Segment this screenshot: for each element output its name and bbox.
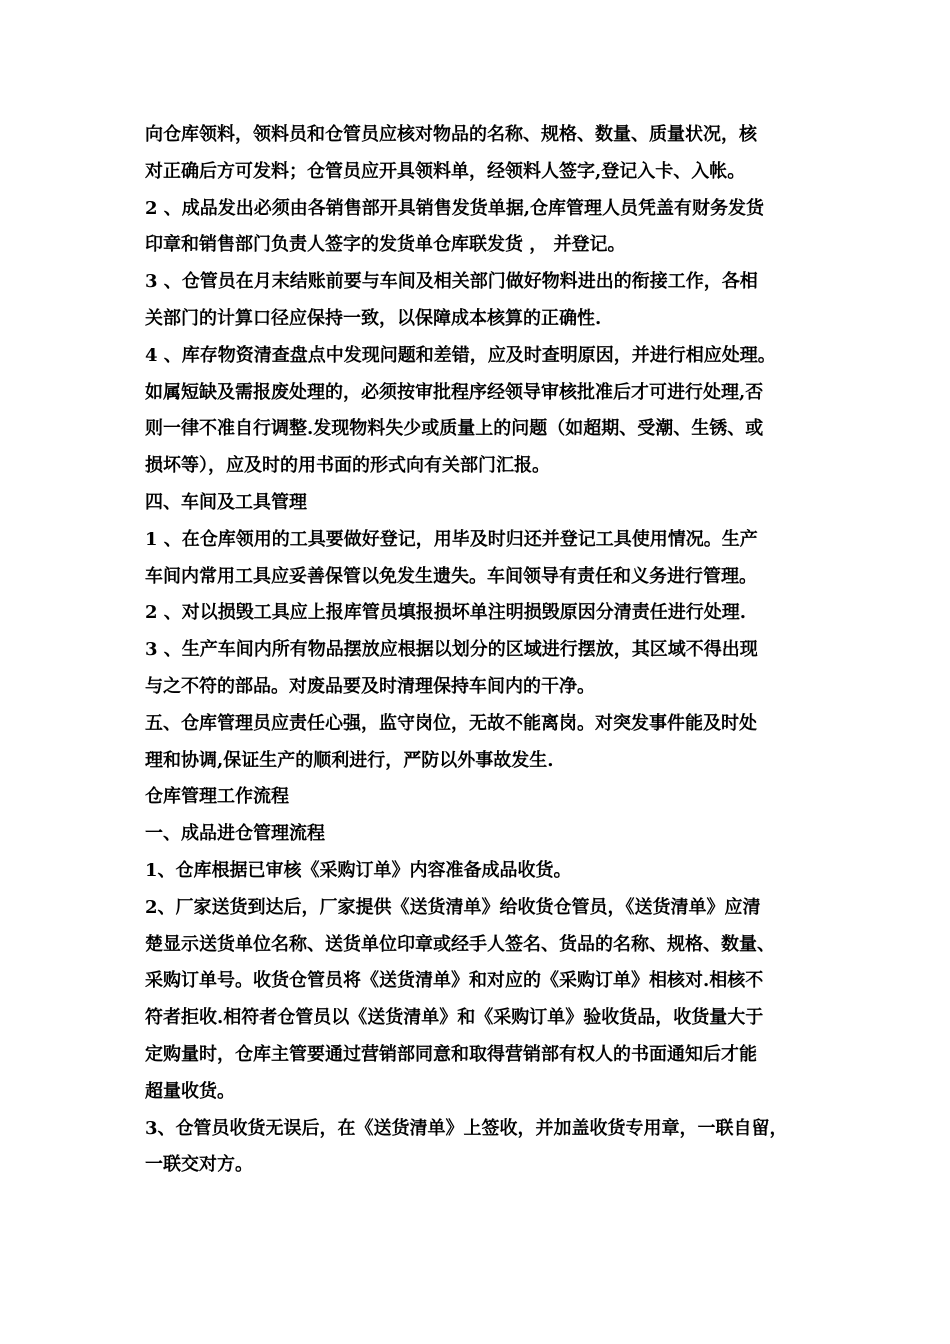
document-title: 仓库管理工作流程 xyxy=(145,786,289,808)
document-body xyxy=(145,117,825,1184)
text-line: 1、仓库根据已审核《采购订单》内容准备成品收货。 xyxy=(145,859,572,881)
text-line: 2 、对以损毁工具应上报库管员填报损坏单注明损毁原因分清责任进行处理. xyxy=(145,602,747,624)
section-heading: 五、仓库管理员应责任心强，监守岗位，无故不能离岗。对突发事件能及时处 xyxy=(145,712,757,734)
text-line: 与之不符的部品。对废品要及时清理保持车间内的干净。 xyxy=(145,675,595,697)
text-line: 向仓库领料，领料员和仓管员应核对物品的名称、规格、数量、质量状况，核 xyxy=(145,124,757,145)
text-line: 一联交对方。 xyxy=(145,1154,253,1176)
text-line: 4 、库存物资清查盘点中发现问题和差错，应及时查明原因，并进行相应处理。 xyxy=(145,344,776,366)
text-line: 车间内常用工具应妥善保管以免发生遗失。车间领导有责任和义务进行管理。 xyxy=(145,565,757,587)
text-line: 则一律不准自行调整.发现物料失少或质量上的问题（如超期、受潮、生锈、或 xyxy=(145,418,764,440)
text-line: 超量收货。 xyxy=(145,1080,235,1102)
text-line: 损坏等），应及时的用书面的形式向有关部门汇报。 xyxy=(145,455,550,477)
text-line: 3 、生产车间内所有物品摆放应根据以划分的区域进行摆放，其区域不得出现 xyxy=(145,639,758,661)
text-line: 2、厂家送货到达后，厂家提供《送货清单》给收货仓管员，《送货清单》应清 xyxy=(145,896,761,918)
text-line: 3 、仓管员在月末结账前要与车间及相关部门做好物料进出的衔接工作，各相 xyxy=(145,271,758,293)
text-line: 采购订单号。收货仓管员将《送货清单》和对应的《采购订单》相核对.相核不 xyxy=(145,970,764,992)
section-heading: 一、成品进仓管理流程 xyxy=(145,823,325,845)
text-line: 关部门的计算口径应保持一致，以保障成本核算的正确性. xyxy=(145,307,602,329)
text-line: 1 、在仓库领用的工具要做好登记，用毕及时归还并登记工具使用情况。生产 xyxy=(145,528,758,550)
text-line: 楚显示送货单位名称、送货单位印章或经手人签名、货品的名称、规格、数量、 xyxy=(145,933,775,955)
text-line: 如属短缺及需报废处理的，必须按审批程序经领导审核批准后才可进行处理,否 xyxy=(145,381,764,403)
text-line: 符者拒收.相符者仓管员以《送货清单》和《采购订单》验收货品，收货量大于 xyxy=(145,1007,764,1029)
section-heading: 四、车间及工具管理 xyxy=(145,491,307,513)
text-line: 3、仓管员收货无误后，在《送货清单》上签收，并加盖收货专用章，一联自留， xyxy=(145,1117,788,1139)
text-line: 理和协调,保证生产的顺利进行，严防以外事故发生. xyxy=(145,749,554,771)
text-line: 定购量时，仓库主管要通过营销部同意和取得营销部有权人的书面通知后才能 xyxy=(145,1043,757,1065)
text-line: 2 、成品发出必须由各销售部开具销售发货单据,仓库管理人员凭盖有财务发货 xyxy=(145,197,765,219)
text-line: 印章和销售部门负责人签字的发货单仓库联发货 ， 并登记。 xyxy=(145,234,626,256)
text-line: 对正确后方可发料；仓管员应开具领料单，经领料人签字,登记入卡、入帐。 xyxy=(145,160,746,182)
